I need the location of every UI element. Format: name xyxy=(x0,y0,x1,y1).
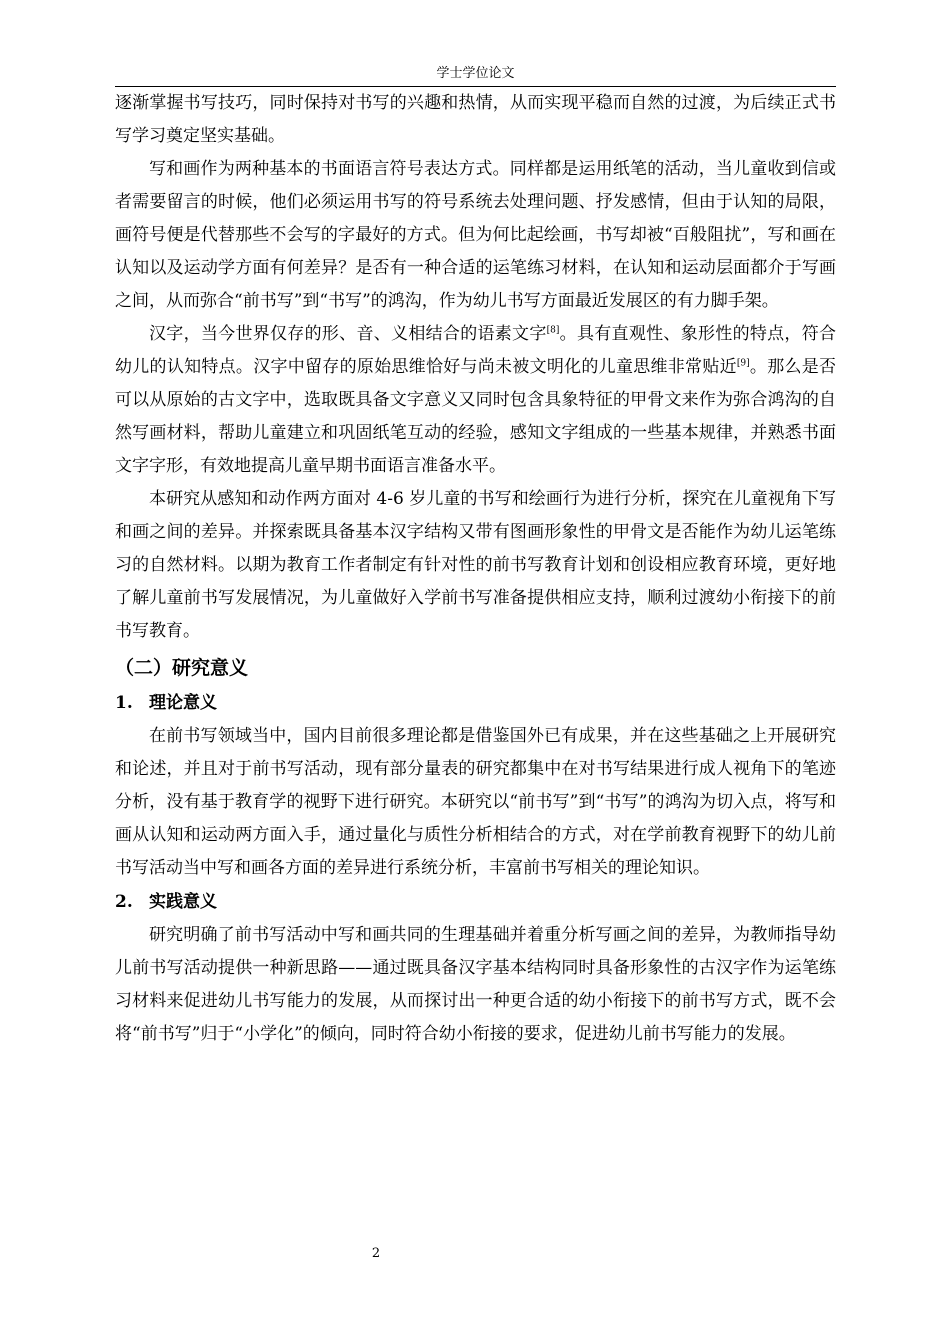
paragraph-study-aim: 本研究从感知和动作两方面对 4-6 岁儿童的书写和绘画行为进行分析，探究在儿童视角下写和画之间的差异。并探索既具备基本汉字结构又带有图画形象性的甲骨文是否能作为幼儿运笔练习的自然材料。以期为教育工作者制定有针对性的前书写教育计划和创设相应教育环境，更好地了解儿童前书写发展情况，为儿童做好入学前书写准备提供相应支持，顺利过渡幼小衔接下的前书写教育。 xyxy=(115,489,836,641)
continued-paragraph: 逐渐掌握书写技巧，同时保持对书写的兴趣和热情，从而实现平稳而自然的过渡，为后续正式书写学习奠定坚实基础。 xyxy=(115,93,836,146)
paragraph-text: 汉字，当今世界仅存的形、音、义相结合的语素文字 xyxy=(149,324,547,344)
paragraph-text: 。具有直观性、象形性的特点，符合幼儿的认知特点。汉字中留存的原始思维恰好与尚未被文明化的儿童思维非常贴近 xyxy=(115,324,837,377)
subsection-title: 理论意义 xyxy=(149,693,217,713)
paragraph-text: 。那么是否可以从原始的古文字中，选取既具备文字意义又同时包含具象特征的甲骨文来作为弥合鸿沟的自然写画材料，帮助儿童建立和巩固纸笔互动的经验，感知文字组成的一些基本规律，并熟悉书面文字字形，有效地提高儿童早期书面语言准备水平。 xyxy=(115,357,837,476)
paragraph-chinese-characters xyxy=(115,318,836,483)
citation-ref: [9] xyxy=(736,358,750,369)
subsection-number: 2. xyxy=(115,892,133,912)
section-heading: （二）研究意义 xyxy=(115,657,249,679)
subsection-title: 实践意义 xyxy=(149,892,217,912)
paragraph-practice: 研究明确了前书写活动中写和画共同的生理基础并着重分析写画之间的差异，为教师指导幼儿前书写活动提供一种新思路——通过既具备汉字基本结构同时具备形象性的古汉字作为运笔练习材料来促进幼儿书写能力的发展，从而探讨出一种更合适的幼小衔接下的前书写方式，既不会将“前书写”归于“小学化”的倾向，同时符合幼小衔接的要求，促进幼儿前书写能力的发展。 xyxy=(115,925,836,1044)
citation-ref: [8] xyxy=(546,325,560,336)
page-body xyxy=(115,87,836,1051)
running-header: 学士学位论文 xyxy=(436,66,515,81)
paragraph-writing-drawing: 写和画作为两种基本的书面语言符号表达方式。同样都是运用纸笔的活动，当儿童收到信或者需要留言的时候，他们必须运用书写的符号系统去处理问题、抒发感情，但由于认知的局限，画符号便是代替那些不会写的字最好的方式。但为何比起绘画，书写却被“百般阻扰”，写和画在认知以及运动学方面有何差异？是否有一种合适的运笔练习材料，在认知和运动层面都介于写画之间，从而弥合“前书写”到“书写”的鸿沟，作为幼儿书写方面最近发展区的有力脚手架。 xyxy=(115,159,836,311)
subsection-heading-practice xyxy=(115,885,836,919)
page-number: 2 xyxy=(371,1246,381,1261)
subsection-heading-theory xyxy=(115,686,836,720)
subsection-number: 1. xyxy=(115,693,133,713)
paragraph-theory: 在前书写领域当中，国内目前很多理论都是借鉴国外已有成果，并在这些基础之上开展研究和论述，并且对于前书写活动，现有部分量表的研究都集中在对书写结果进行成人视角下的笔迹分析，没有基于教育学的视野下进行研究。本研究以“前书写”到“书写”的鸿沟为切入点，将写和画从认知和运动两方面入手，通过量化与质性分析相结合的方式，对在学前教育视野下的幼儿前书写活动当中写和画各方面的差异进行系统分析，丰富前书写相关的理论知识。 xyxy=(115,726,836,878)
